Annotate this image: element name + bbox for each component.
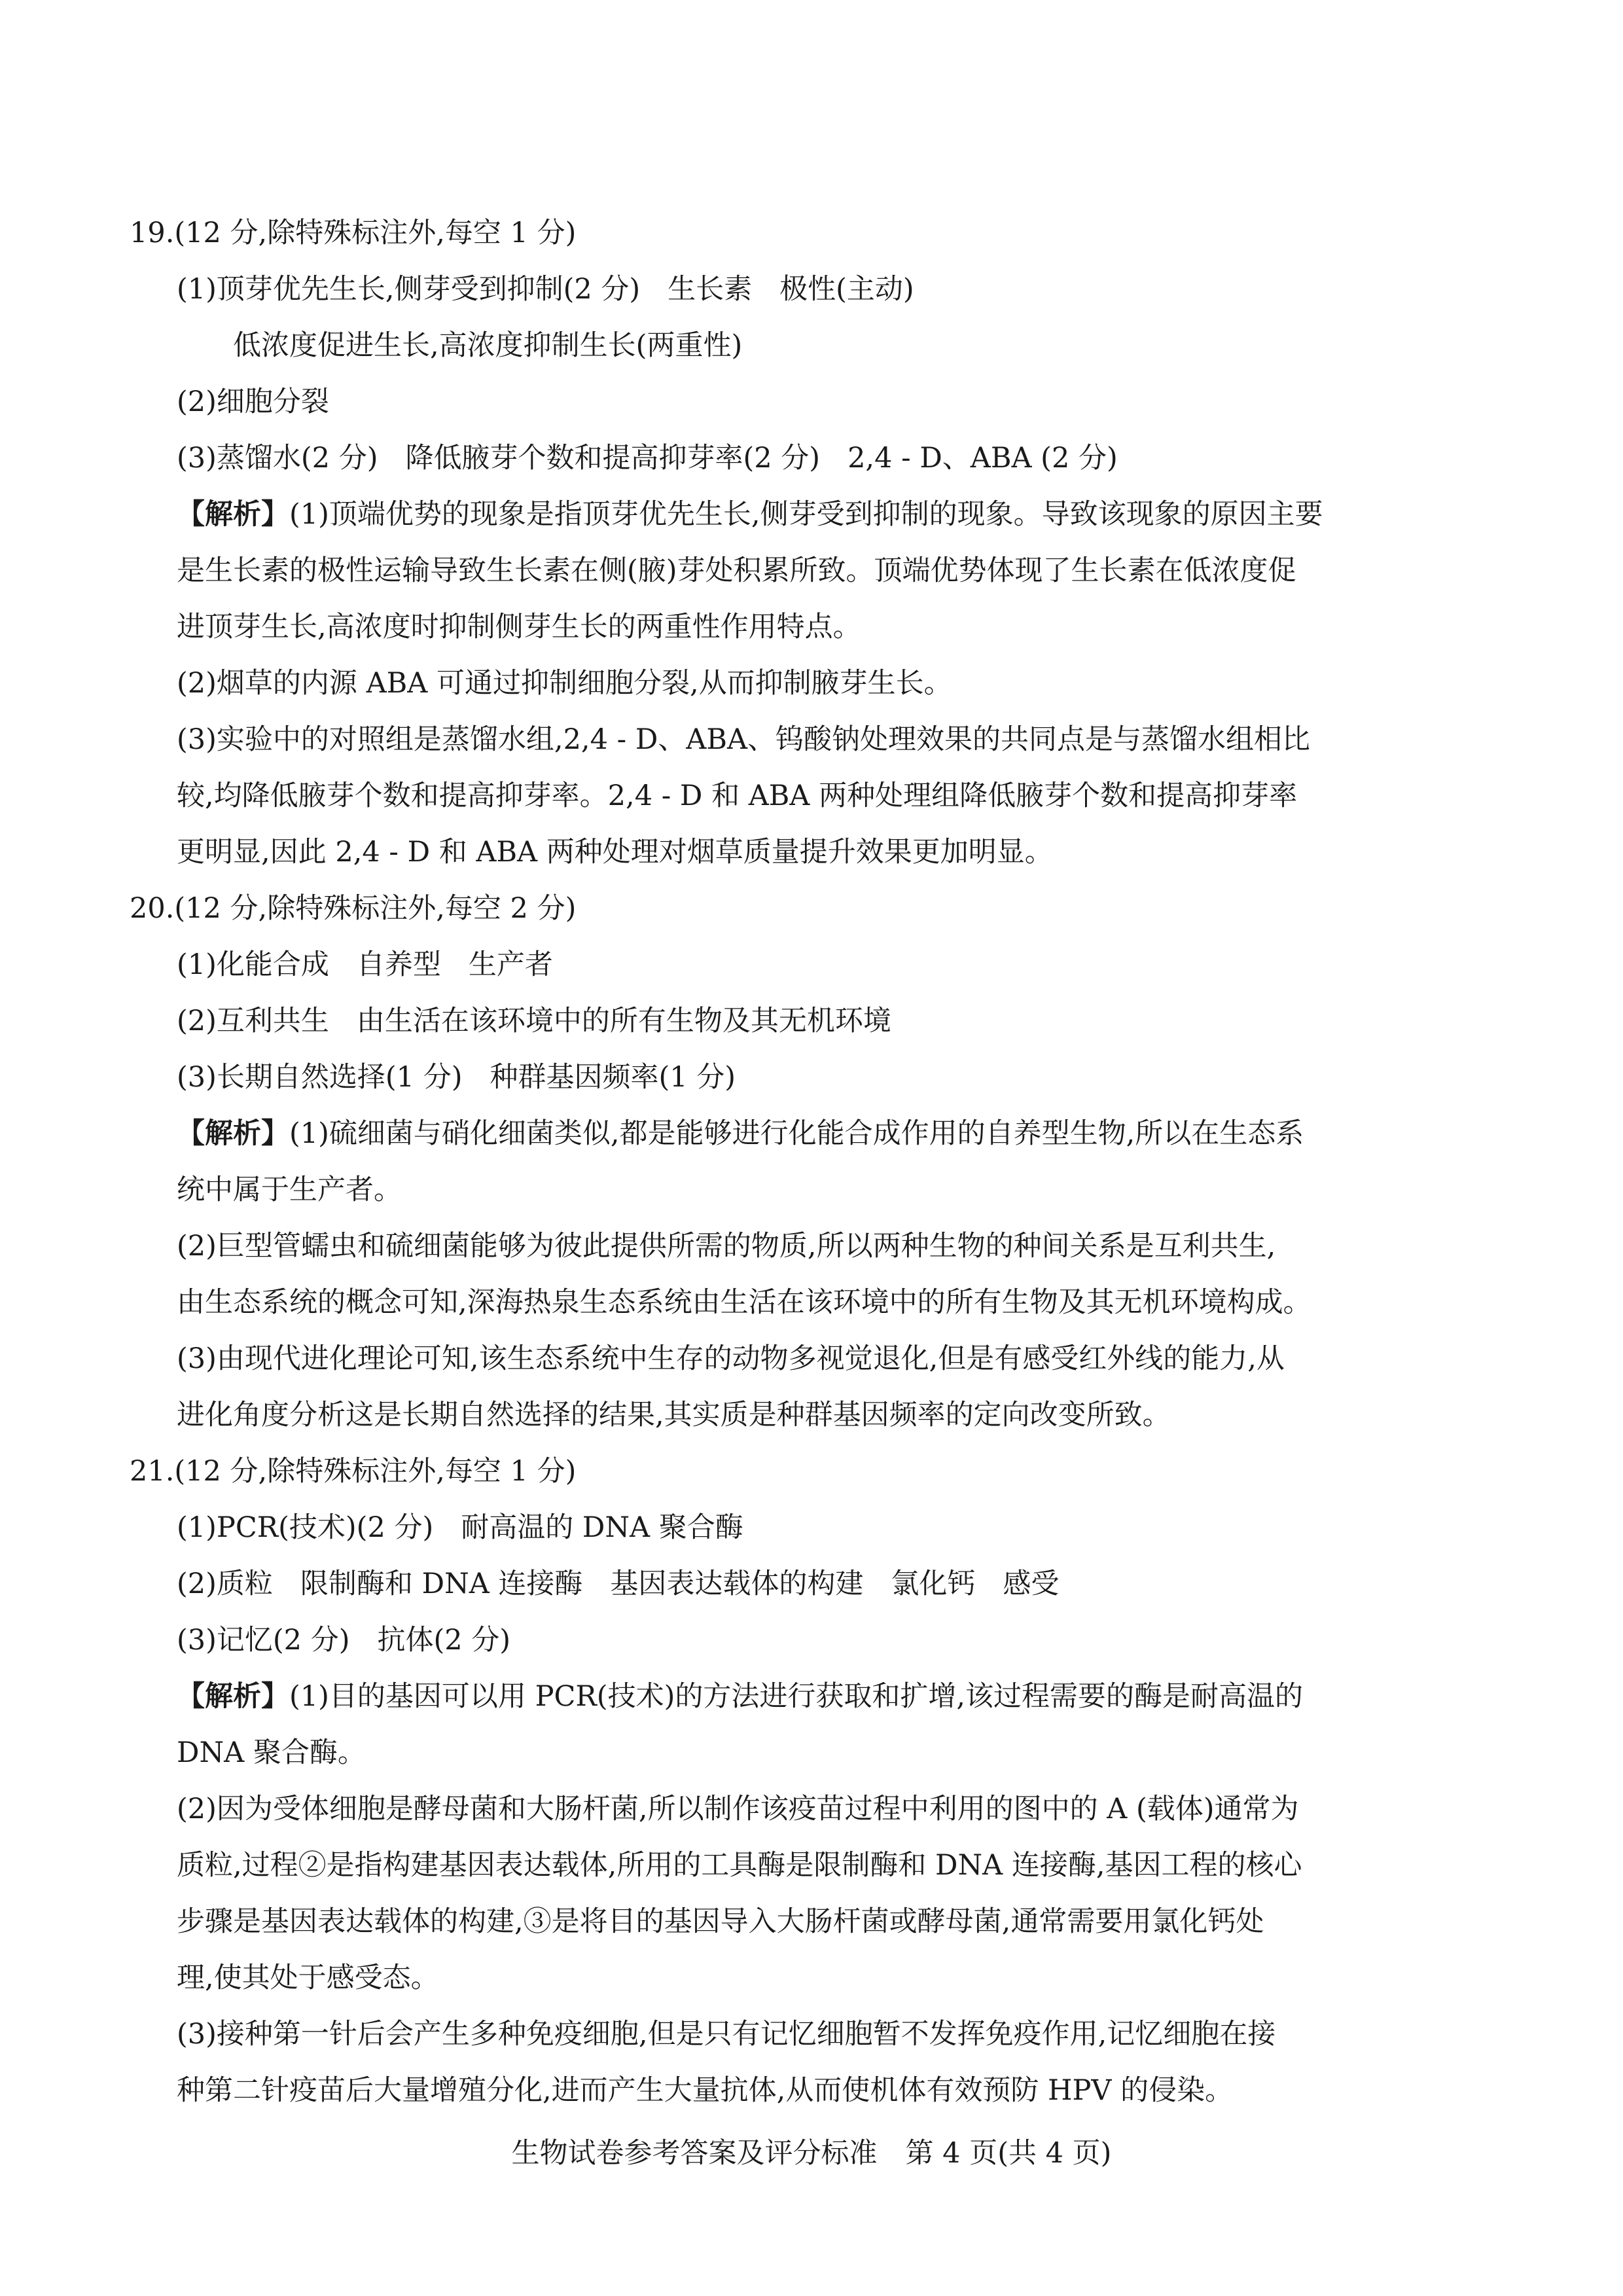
q19-analysis-3-line3: 更明显,因此 2,4 - D 和 ABA 两种处理对烟草质量提升效果更加明显。 bbox=[177, 836, 1053, 869]
q19-header: 19.(12 分,除特殊标注外,每空 1 分) bbox=[130, 217, 577, 249]
q20-analysis-1 bbox=[177, 1115, 1304, 1152]
q19-analysis-1 bbox=[177, 496, 1323, 533]
q19-analysis-3-line2: 较,均降低腋芽个数和提高抑芽率。2,4 - D 和 ABA 两种处理组降低腋芽个数和提高抑芽率 bbox=[177, 780, 1298, 812]
q19-analysis-3: (3)实验中的对照组是蒸馏水组,2,4 - D、ABA、钨酸钠处理效果的共同点是与蒸馏水组相比 bbox=[177, 723, 1311, 756]
q21-analysis-1 bbox=[177, 1678, 1303, 1715]
answer-blank: 自养型 bbox=[356, 948, 441, 981]
answer-blank: 2,4 - D、ABA (2 分) bbox=[847, 442, 1118, 475]
q19-answer-2: (2)细胞分裂 bbox=[177, 386, 329, 418]
q20-analysis-1-line2: 统中属于生产者。 bbox=[177, 1174, 402, 1206]
q20-analysis-2: (2)巨型管蠕虫和硫细菌能够为彼此提供所需的物质,所以两种生物的种间关系是互利共生, bbox=[177, 1230, 1276, 1263]
q21-analysis-3-line2: 种第二针疫苗后大量增殖分化,进而产生大量抗体,从而使机体有效预防 HPV 的侵染。 bbox=[177, 2074, 1234, 2107]
page-footer: 生物试卷参考答案及评分标准 第 4 页(共 4 页) bbox=[511, 2137, 1112, 2170]
answer-blank: 氯化钙 bbox=[891, 1568, 976, 1600]
q19-answer-1 bbox=[177, 271, 914, 308]
q21-analysis-3: (3)接种第一针后会产生多种免疫细胞,但是只有记忆细胞暂不发挥免疫作用,记忆细胞在接 bbox=[177, 2018, 1276, 2051]
q21-analysis-2-line2: 质粒,过程②是指构建基因表达载体,所用的工具酶是限制酶和 DNA 连接酶,基因工程的核心 bbox=[177, 1849, 1302, 1882]
q19-analysis-2: (2)烟草的内源 ABA 可通过抑制细胞分裂,从而抑制腋芽生长。 bbox=[177, 667, 952, 700]
answer-blank: (1)顶芽优先生长,侧芽受到抑制(2 分) bbox=[177, 273, 641, 306]
q20-answer-2 bbox=[177, 1003, 891, 1039]
q21-answer-1 bbox=[177, 1509, 743, 1546]
answer-blank: 限制酶和 DNA 连接酶 bbox=[300, 1568, 583, 1600]
analysis-text: (1)硫细菌与硝化细菌类似,都是能够进行化能合成作用的自养型生物,所以在生态系 bbox=[289, 1117, 1304, 1150]
analysis-tag: 【解析】 bbox=[177, 1680, 289, 1713]
q21-analysis-2-line3: 步骤是基因表达载体的构建,③是将目的基因导入大肠杆菌或酵母菌,通常需要用氯化钙处 bbox=[177, 1905, 1264, 1938]
q21-analysis-2: (2)因为受体细胞是酵母菌和大肠杆菌,所以制作该疫苗过程中利用的图中的 A (载体)通常为 bbox=[177, 1793, 1299, 1825]
q19-analysis-1-line3: 进顶芽生长,高浓度时抑制侧芽生长的两重性作用特点。 bbox=[177, 611, 861, 643]
answer-blank: 由生活在该环境中的所有生物及其无机环境 bbox=[356, 1005, 891, 1037]
q20-analysis-3-line2: 进化角度分析这是长期自然选择的结果,其实质是种群基因频率的定向改变所致。 bbox=[177, 1399, 1171, 1431]
answer-blank: (3)记忆(2 分) bbox=[177, 1624, 350, 1657]
answer-blank: 耐高温的 DNA 聚合酶 bbox=[461, 1511, 743, 1544]
q20-analysis-2-line2: 由生态系统的概念可知,深海热泉生态系统由生活在该环境中的所有生物及其无机环境构成。 bbox=[177, 1286, 1311, 1319]
answer-blank: 感受 bbox=[1003, 1568, 1060, 1600]
q21-analysis-2-line4: 理,使其处于感受态。 bbox=[177, 1962, 439, 1994]
q19-answer-3 bbox=[177, 440, 1118, 476]
q19-answer-1-cont: 低浓度促进生长,高浓度抑制生长(两重性) bbox=[233, 329, 743, 362]
answer-blank: 种群基因频率(1 分) bbox=[490, 1061, 736, 1094]
answer-blank: (2)互利共生 bbox=[177, 1005, 329, 1037]
answer-blank: (1)PCR(技术)(2 分) bbox=[177, 1511, 434, 1544]
q20-answer-1 bbox=[177, 946, 553, 983]
q21-answer-2 bbox=[177, 1566, 1059, 1602]
analysis-text: (1)目的基因可以用 PCR(技术)的方法进行获取和扩增,该过程需要的酶是耐高温的 bbox=[289, 1680, 1304, 1713]
q19-analysis-1-line2: 是生长素的极性运输导致生长素在侧(腋)芽处积累所致。顶端优势体现了生长素在低浓度促 bbox=[177, 554, 1296, 587]
analysis-tag: 【解析】 bbox=[177, 1117, 289, 1150]
q20-header: 20.(12 分,除特殊标注外,每空 2 分) bbox=[130, 892, 577, 925]
answer-blank: 降低腋芽个数和提高抑芽率(2 分) bbox=[405, 442, 821, 475]
answer-blank: 生产者 bbox=[468, 948, 553, 981]
q20-analysis-3: (3)由现代进化理论可知,该生态系统中生存的动物多视觉退化,但是有感受红外线的能力,从 bbox=[177, 1342, 1285, 1375]
answer-blank: (2)质粒 bbox=[177, 1568, 273, 1600]
answer-blank: 极性(主动) bbox=[779, 273, 914, 306]
answer-blank: 抗体(2 分) bbox=[377, 1624, 511, 1657]
answer-blank: 基因表达载体的构建 bbox=[610, 1568, 864, 1600]
q20-answer-3 bbox=[177, 1059, 736, 1096]
analysis-text: (1)顶端优势的现象是指顶芽优先生长,侧芽受到抑制的现象。导致该现象的原因主要 bbox=[289, 498, 1323, 531]
answer-blank: (3)长期自然选择(1 分) bbox=[177, 1061, 463, 1094]
answer-blank: 生长素 bbox=[668, 273, 753, 306]
q21-analysis-1-line2: DNA 聚合酶。 bbox=[177, 1736, 366, 1769]
answer-blank: (3)蒸馏水(2 分) bbox=[177, 442, 378, 475]
q21-header: 21.(12 分,除特殊标注外,每空 1 分) bbox=[130, 1455, 577, 1488]
q21-answer-3 bbox=[177, 1622, 510, 1659]
analysis-tag: 【解析】 bbox=[177, 498, 289, 531]
answer-blank: (1)化能合成 bbox=[177, 948, 329, 981]
